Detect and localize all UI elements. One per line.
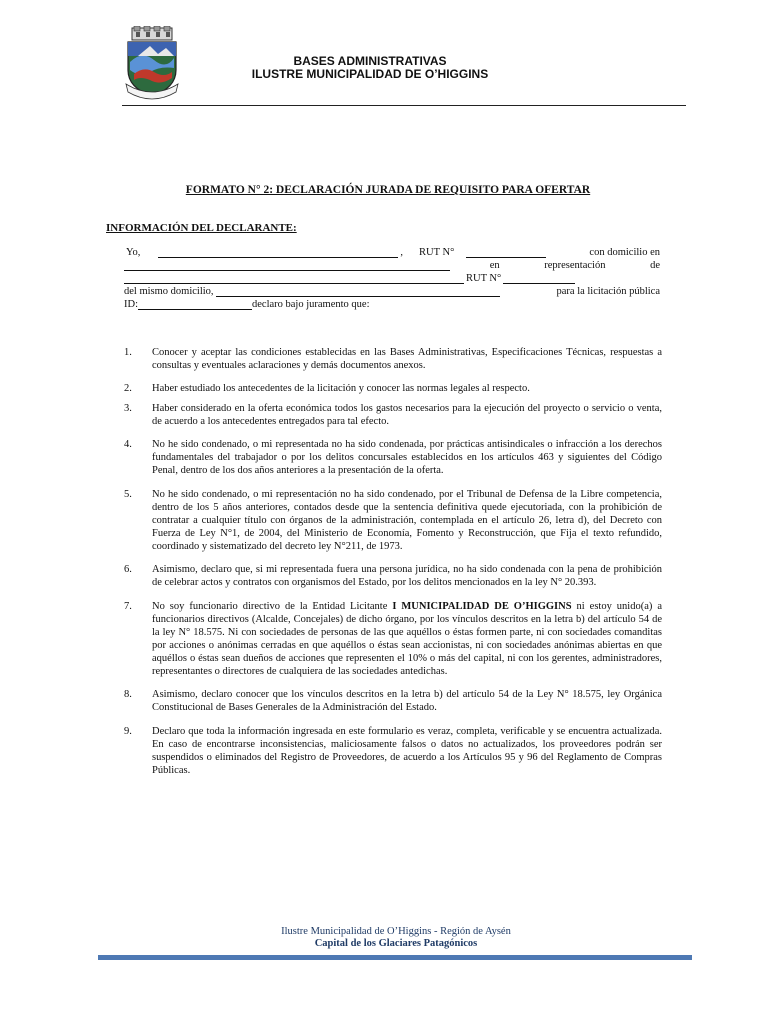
- form-row-4: [124, 284, 662, 297]
- form-row-5: [124, 297, 662, 310]
- item-number: 3.: [124, 403, 132, 414]
- item-text-part-b: ni estoy unido(a) a funcionarios directivos (Alcalde, Concejales) de dicho órgano, por los vínculos descritos en la letra b) del artículo 54 de la ley N° 18.575. Ni con sociedades de personas de las que aquéllos o éstas formen parte, ni con sociedades comanditas por acciones o anónimas cerradas en que aquéllos o éstas sean accionistas, ni con sociedades anónimas abiertas en que aquéllos o éstas sean dueños de acciones que representen el 10% o más del capital, ni con los gerentes, administradores, representantes o directores de cualquiera de las sociedades antedichas.: [152, 601, 663, 677]
- rut-2-field[interactable]: [503, 273, 575, 284]
- list-item: [124, 438, 662, 477]
- item-text-part-a: No soy funcionario directivo de la Entidad Licitante: [152, 601, 393, 612]
- declarations-list: [124, 346, 662, 777]
- item-number: 6.: [124, 564, 132, 575]
- declarant-section-title: INFORMACIÓN DEL DECLARANTE:: [106, 222, 297, 234]
- form-row-3: [124, 271, 662, 284]
- list-item: [124, 346, 662, 372]
- item-text: Asimismo, declaro conocer que los vínculos descritos en la letra b) del artículo 54 de la Ley N° 18.575, ley Orgánica Constitucional de Bases Generales de la Administración del Estado.: [152, 689, 662, 713]
- list-item: [124, 600, 662, 678]
- list-item: [124, 725, 662, 777]
- header-line-2: ILUSTRE MUNICIPALIDAD DE O’HIGGINS: [251, 67, 489, 81]
- label-rut: RUT N°: [419, 247, 455, 258]
- list-item: [124, 402, 662, 428]
- header-line-1: BASES ADMINISTRATIVAS: [293, 54, 447, 68]
- label-id: ID:: [124, 299, 138, 310]
- list-item: [124, 382, 662, 395]
- item-text: Haber estudiado los antecedentes de la licitación y conocer las normas legales al respecto.: [152, 383, 530, 394]
- rut-field[interactable]: [466, 247, 546, 258]
- page-footer: [100, 926, 692, 950]
- form-row-1: Yo, , RUT N° con domicilio en: [126, 247, 660, 258]
- label-en-representacion: en representación de: [489, 260, 660, 271]
- item-text: Asimismo, declaro que, si mi representada fuera una persona jurídica, no ha sido condenada con la pena de prohibición de celebrar actos y contratos con organismos del Estado, por los delitos mencionados en la ley N° 20.393.: [152, 564, 662, 588]
- item-text: No he sido condenado, o mi representación no ha sido condenado, por el Tribunal de Defensa de la Libre competencia, dentro de los 5 años anteriores, contados desde que la sentencia definitiva quede ejecutoriada, con la prohibición de contratar a cualquier título con órganos de la administración, contemplada en el artículo 26, letra d), del Decreto con Fuerza de Ley N°1, de 2004, del Ministerio de Economía, Fomento y Reconstrucción, que Fija el texto refundido, coordinado y sistematizado del decreto ley N°211, de 1973.: [152, 489, 662, 552]
- domicilio-field[interactable]: [124, 260, 450, 271]
- name-field[interactable]: [158, 247, 398, 258]
- mismo-domicilio-field[interactable]: [216, 286, 500, 297]
- label-declaro: declaro bajo juramento que:: [252, 299, 370, 310]
- list-item: [124, 563, 662, 589]
- municipal-coat-of-arms-icon: [124, 26, 180, 102]
- label-rut-2: RUT N°: [466, 273, 502, 284]
- header-divider: [122, 105, 686, 106]
- list-item: [124, 488, 662, 553]
- item-text: [152, 600, 662, 678]
- item-number: 2.: [124, 383, 132, 394]
- list-item: [124, 688, 662, 714]
- item-number: 1.: [124, 347, 132, 358]
- item-number: 7.: [124, 601, 132, 612]
- item-number: 4.: [124, 439, 132, 450]
- item-text: No he sido condenado, o mi representada no ha sido condenada, por prácticas antisindicales o infracción a los derechos fundamentales del trabajador o por los delitos concursales establecidos en los artículos 463 y siguientes del Código Penal, dentro de los dos años anteriores a la presentación de la oferta.: [152, 439, 662, 476]
- item-text: Declaro que toda la información ingresada en este formulario es veraz, completa, verificable y se encuentra actualizada. En caso de encontrarse inconsistencias, maliciosamente falsos o datos no actualizados, los proveedores podrán ser suspendidos o eliminados del Registro de Proveedores, de acuerdo a los Artículos 95 y 96 del Reglamento de Compras Públicas.: [152, 726, 662, 776]
- label-yo: Yo,: [126, 247, 141, 258]
- label-mismo-domicilio: del mismo domicilio,: [124, 286, 214, 297]
- footer-bar: [98, 955, 692, 960]
- header-title: [200, 55, 540, 81]
- item-number: 9.: [124, 726, 132, 737]
- id-field[interactable]: [138, 299, 252, 310]
- item-number: 8.: [124, 689, 132, 700]
- item-text-bold-entity: I MUNICIPALIDAD DE O’HIGGINS: [392, 601, 572, 612]
- footer-line-2: Capital de los Glaciares Patagónicos: [314, 938, 478, 949]
- label-licitacion: para la licitación pública: [556, 286, 660, 297]
- form-row-2: [124, 258, 662, 271]
- declarant-form: [124, 245, 662, 310]
- footer-line-1: Ilustre Municipalidad de O’Higgins - Región de Aysén: [281, 926, 511, 937]
- label-con-domicilio: con domicilio en: [589, 247, 660, 258]
- item-text: Conocer y aceptar las condiciones establecidas en las Bases Administrativas, Especificaciones Técnicas, respuestas a consultas y eventuales aclaraciones y demás documentos anexos.: [152, 347, 662, 371]
- item-number: 5.: [124, 489, 132, 500]
- item-text: Haber considerado en la oferta económica todos los gastos necesarios para la ejecución del proyecto o servicio o venta, de acuerdo a los antecedentes entregados para tal efecto.: [152, 403, 662, 427]
- representacion-field[interactable]: [124, 273, 464, 284]
- document-title: FORMATO N° 2: DECLARACIÓN JURADA DE REQUISITO PARA OFERTAR: [185, 184, 591, 196]
